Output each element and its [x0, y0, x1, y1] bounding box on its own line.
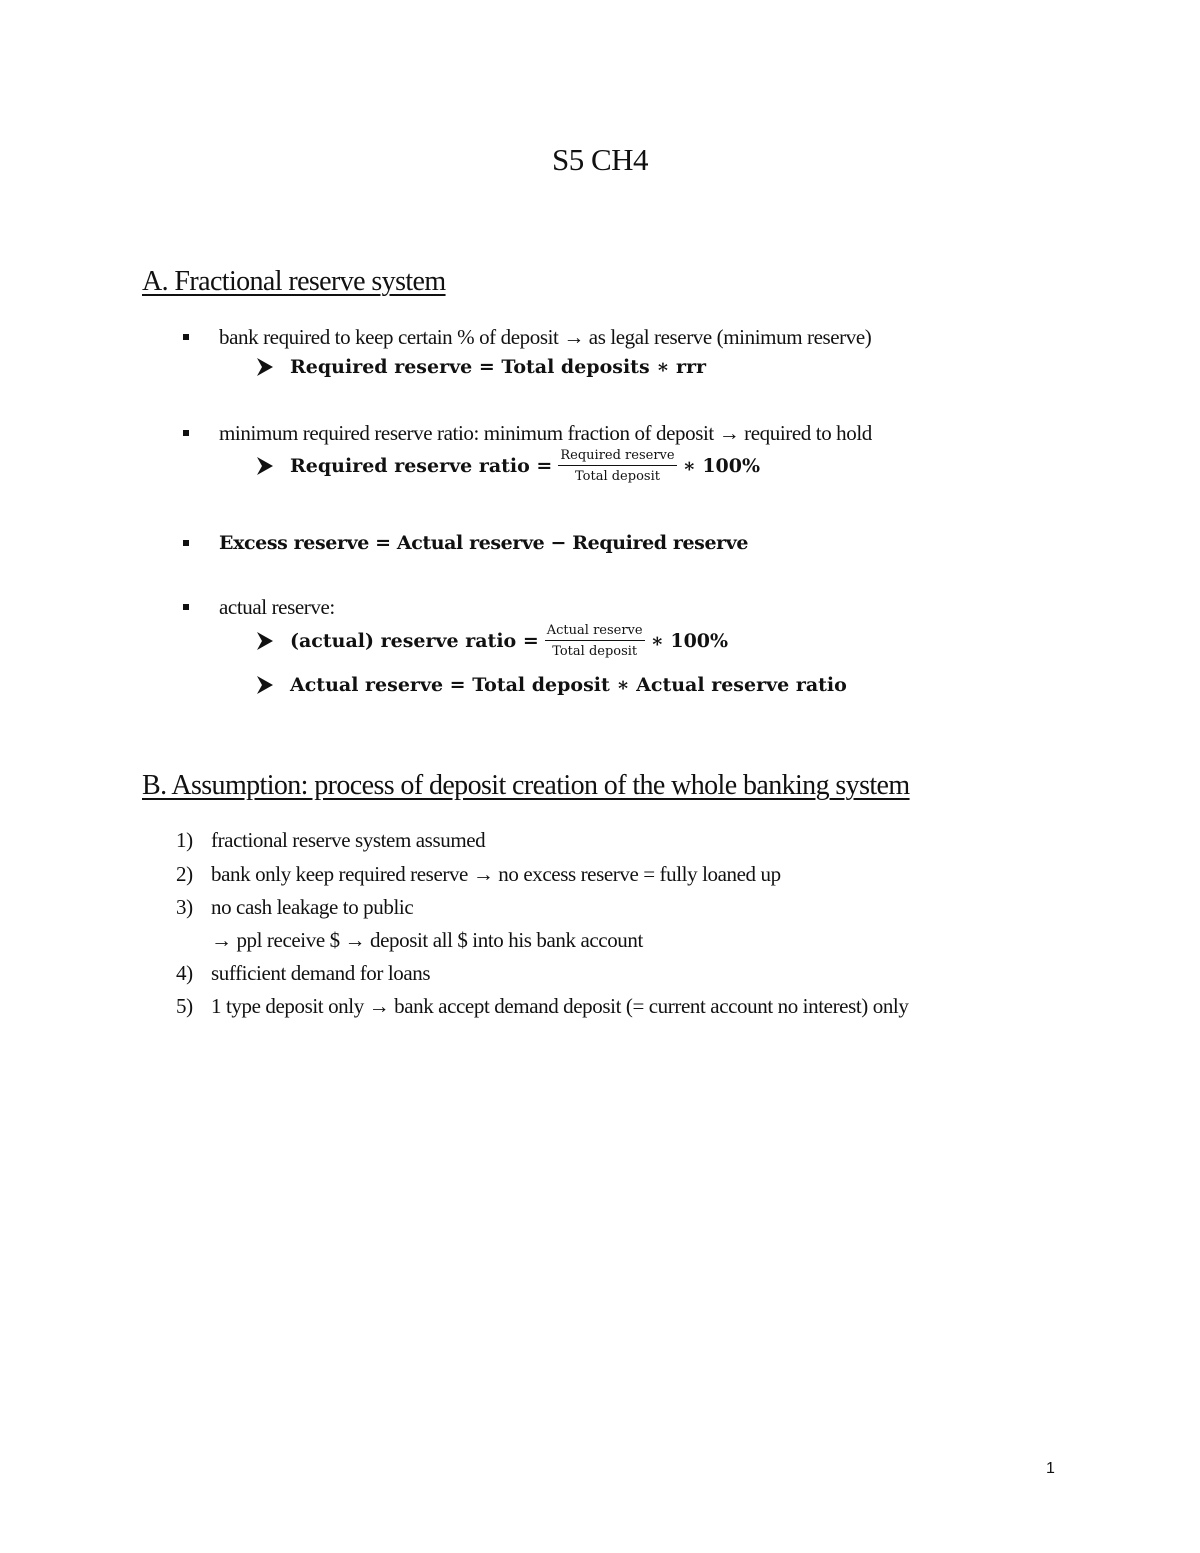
page-number: 1: [1046, 1460, 1055, 1477]
square-bullet-icon: [183, 334, 189, 340]
list-text: no cash leakage to public: [211, 895, 414, 919]
bullet-text: minimum required reserve ratio: minimum fraction of deposit → required to hold: [219, 420, 872, 445]
fraction: [558, 449, 676, 483]
bullet-text: actual reserve:: [219, 594, 335, 619]
list-item: [176, 994, 908, 1019]
fraction: [545, 624, 645, 658]
fraction-numerator: Required reserve: [558, 449, 676, 466]
list-item: [176, 862, 781, 887]
list-item: [176, 828, 485, 853]
list-item: [183, 594, 335, 620]
square-bullet-icon: [183, 540, 189, 546]
list-number: 5): [176, 994, 193, 1018]
formula-row: [256, 356, 706, 378]
formula-rhs: ∗ 100%: [650, 630, 729, 652]
list-number: 3): [176, 895, 193, 919]
actual-reserve-formula: Actual reserve = Total deposit ∗ Actual reserve ratio: [290, 674, 847, 696]
list-item: [183, 324, 871, 350]
list-number: 2): [176, 862, 193, 886]
list-text: sufficient demand for loans: [211, 961, 431, 985]
section-b-heading: B. Assumption: process of deposit creation of the whole banking system: [142, 770, 910, 801]
fraction-numerator: Actual reserve: [545, 624, 645, 641]
list-item: [176, 961, 430, 986]
formula-row: [256, 449, 760, 483]
formula-rhs: ∗ 100%: [682, 455, 761, 477]
required-reserve-ratio-formula: [290, 449, 760, 483]
list-item: [183, 530, 748, 556]
list-number: 1): [176, 828, 193, 852]
formula-lhs: (actual) reserve ratio =: [290, 630, 539, 652]
formula-row: [256, 624, 728, 658]
document-title: S5 CH4: [551, 142, 649, 177]
formula-row: [256, 674, 847, 696]
square-bullet-icon: [183, 430, 189, 436]
section-a-heading: A. Fractional reserve system: [142, 266, 446, 297]
arrowhead-bullet-icon: [256, 456, 274, 476]
arrowhead-bullet-icon: [256, 675, 274, 695]
list-text: fractional reserve system assumed: [211, 828, 486, 852]
fraction-denominator: Total deposit: [552, 644, 638, 659]
arrowhead-bullet-icon: [256, 631, 274, 651]
list-item: [176, 895, 413, 920]
list-text: bank only keep required reserve → no excess reserve = fully loaned up: [211, 862, 781, 886]
arrowhead-bullet-icon: [256, 357, 274, 377]
list-number: 4): [176, 961, 193, 985]
square-bullet-icon: [183, 604, 189, 610]
fraction-denominator: Total deposit: [574, 469, 660, 484]
actual-reserve-ratio-formula: [290, 624, 728, 658]
list-item-continuation: → ppl receive $ → deposit all $ into his bank account: [211, 928, 643, 952]
list-item: [183, 420, 872, 446]
excess-reserve-formula: Excess reserve = Actual reserve − Required reserve: [219, 532, 749, 554]
list-text: 1 type deposit only → bank accept demand deposit (= current account no interest) only: [211, 994, 909, 1018]
formula-lhs: Required reserve ratio =: [290, 455, 553, 477]
required-reserve-formula: Required reserve = Total deposits ∗ rrr: [290, 356, 707, 378]
bullet-text: bank required to keep certain % of deposit → as legal reserve (minimum reserve): [219, 324, 872, 349]
